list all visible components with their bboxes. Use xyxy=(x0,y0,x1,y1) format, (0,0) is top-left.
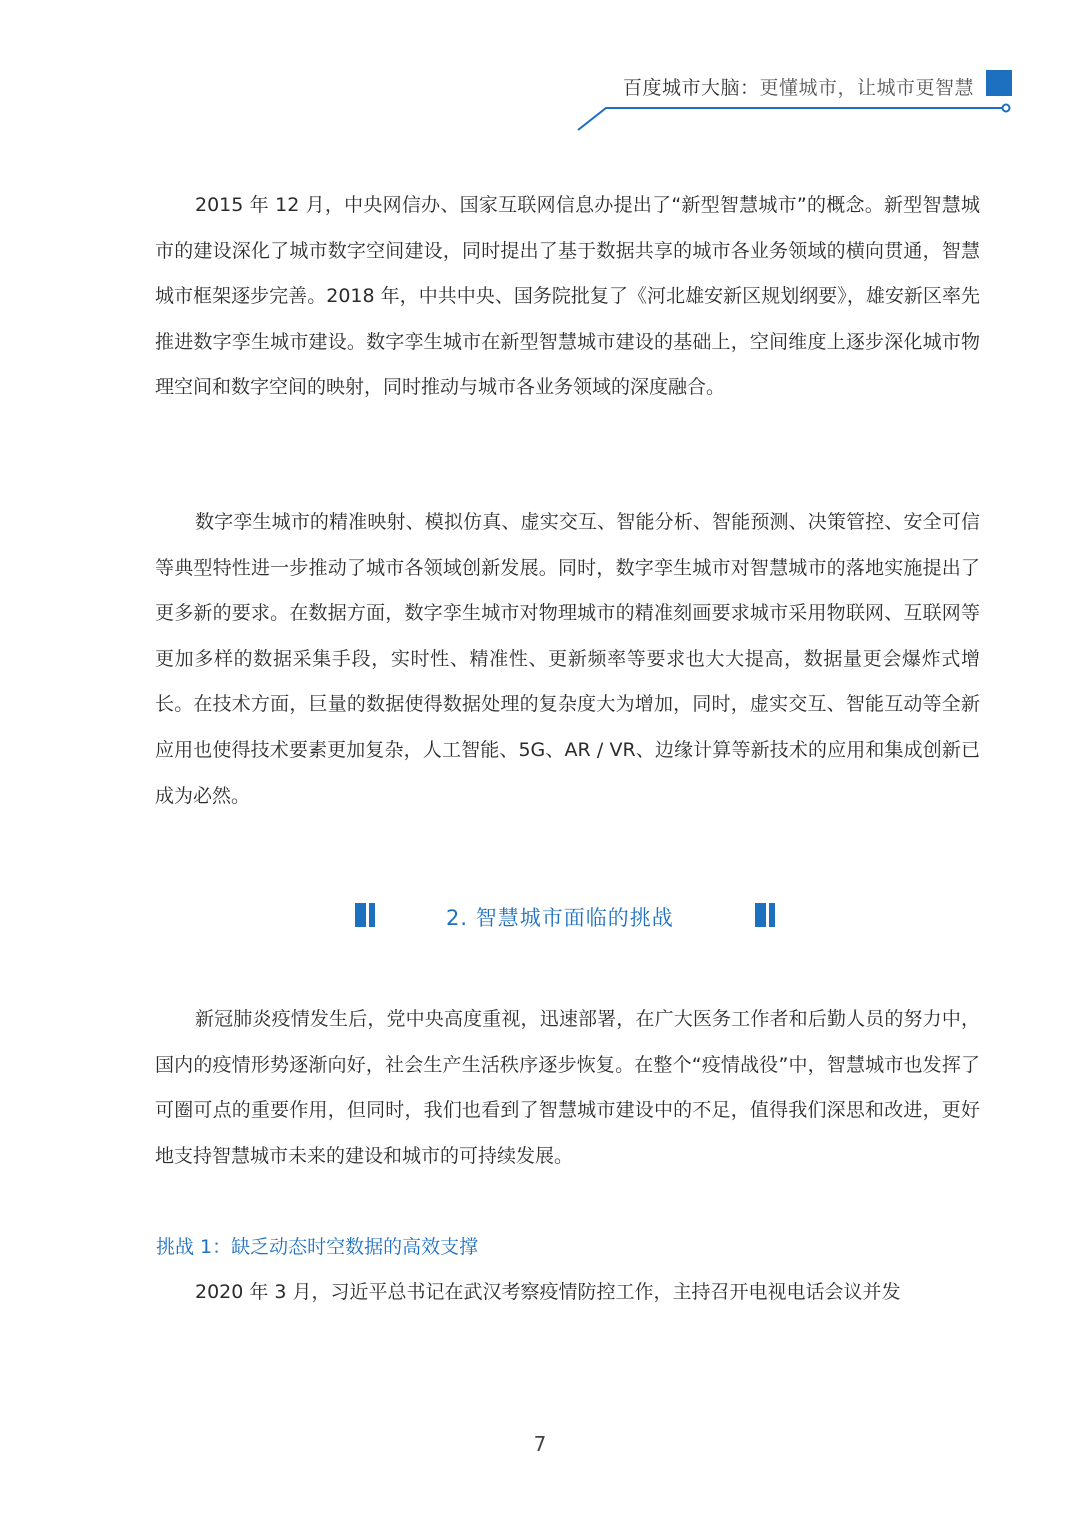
header-title-main: 百度城市大脑： xyxy=(622,77,760,99)
challenge-1-heading: 挑战 1：缺乏动态时空数据的高效支撑 xyxy=(156,1236,479,1258)
body-paragraph-3: 新冠肺炎疫情发生后，党中央高度重视，迅速部署，在广大医务工作者和后勤人员的努力中，国内的疫情形势逐渐向好，社会生产生活秩序逐步恢复。在整个“疫情战役”中，智慧城市也发挥了可圈可点的重要作用，但同时，我们也看到了智慧城市建设中的不足，值得我们深思和改进，更好地支持智慧城市未来的建设和城市的可持续发展。 xyxy=(155,1008,980,1167)
body-paragraph-1: 2015 年 12 月，中央网信办、国家互联网信息办提出了“新型智慧城市”的概念。新型智慧城市的建设深化了城市数字空间建设，同时提出了基于数据共享的城市各业务领域的横向贯通，智慧城市框架逐步完善。2018 年，中共中央、国务院批复了《河北雄安新区规划纲要》，雄安新区率先推进数字孪生城市建设。数字孪生城市在新型智慧城市建设的基础上，空间维度上逐步深化城市物理空间和数字空间的映射，同时推动与城市各业务领域的深度融合。 xyxy=(155,194,980,399)
page-header xyxy=(0,0,1080,140)
section-heading xyxy=(0,890,1080,940)
body-paragraph-2: 数字孪生城市的精准映射、模拟仿真、虚实交互、智能分析、智能预测、决策管控、安全可信等典型特性进一步推动了城市各领域创新发展。同时，数字孪生城市对智慧城市的落地实施提出了更多新的要求。在数据方面，数字孪生城市对物理城市的精准刻画要求城市采用物联网、互联网等更加多样的数据采集手段，实时性、精准性、更新频率等要求也大大提高，数据量更会爆炸式增长。在技术方面，巨量的数据使得数据处理的复杂度大为增加，同时，虚实交互、智能互动等全新应用也使得技术要素更加复杂，人工智能、5G、AR / VR、边缘计算等新技术的应用和集成创新已成为必然。 xyxy=(155,511,980,807)
header-decoration-line xyxy=(0,0,1080,140)
header-subtitle: 更懂城市，让城市更智慧 xyxy=(759,77,974,99)
page-number: 7 xyxy=(533,1432,547,1456)
header-square-icon xyxy=(986,70,1012,96)
section-title: 2. 智慧城市面临的挑战 xyxy=(446,906,674,930)
header-title xyxy=(623,73,974,100)
section-marker-left-icon xyxy=(355,903,377,927)
section-marker-right-icon xyxy=(755,903,777,927)
body-paragraph-4: 2020 年 3 月，习近平总书记在武汉考察疫情防控工作，主持召开电视电话会议并发 xyxy=(195,1281,901,1303)
